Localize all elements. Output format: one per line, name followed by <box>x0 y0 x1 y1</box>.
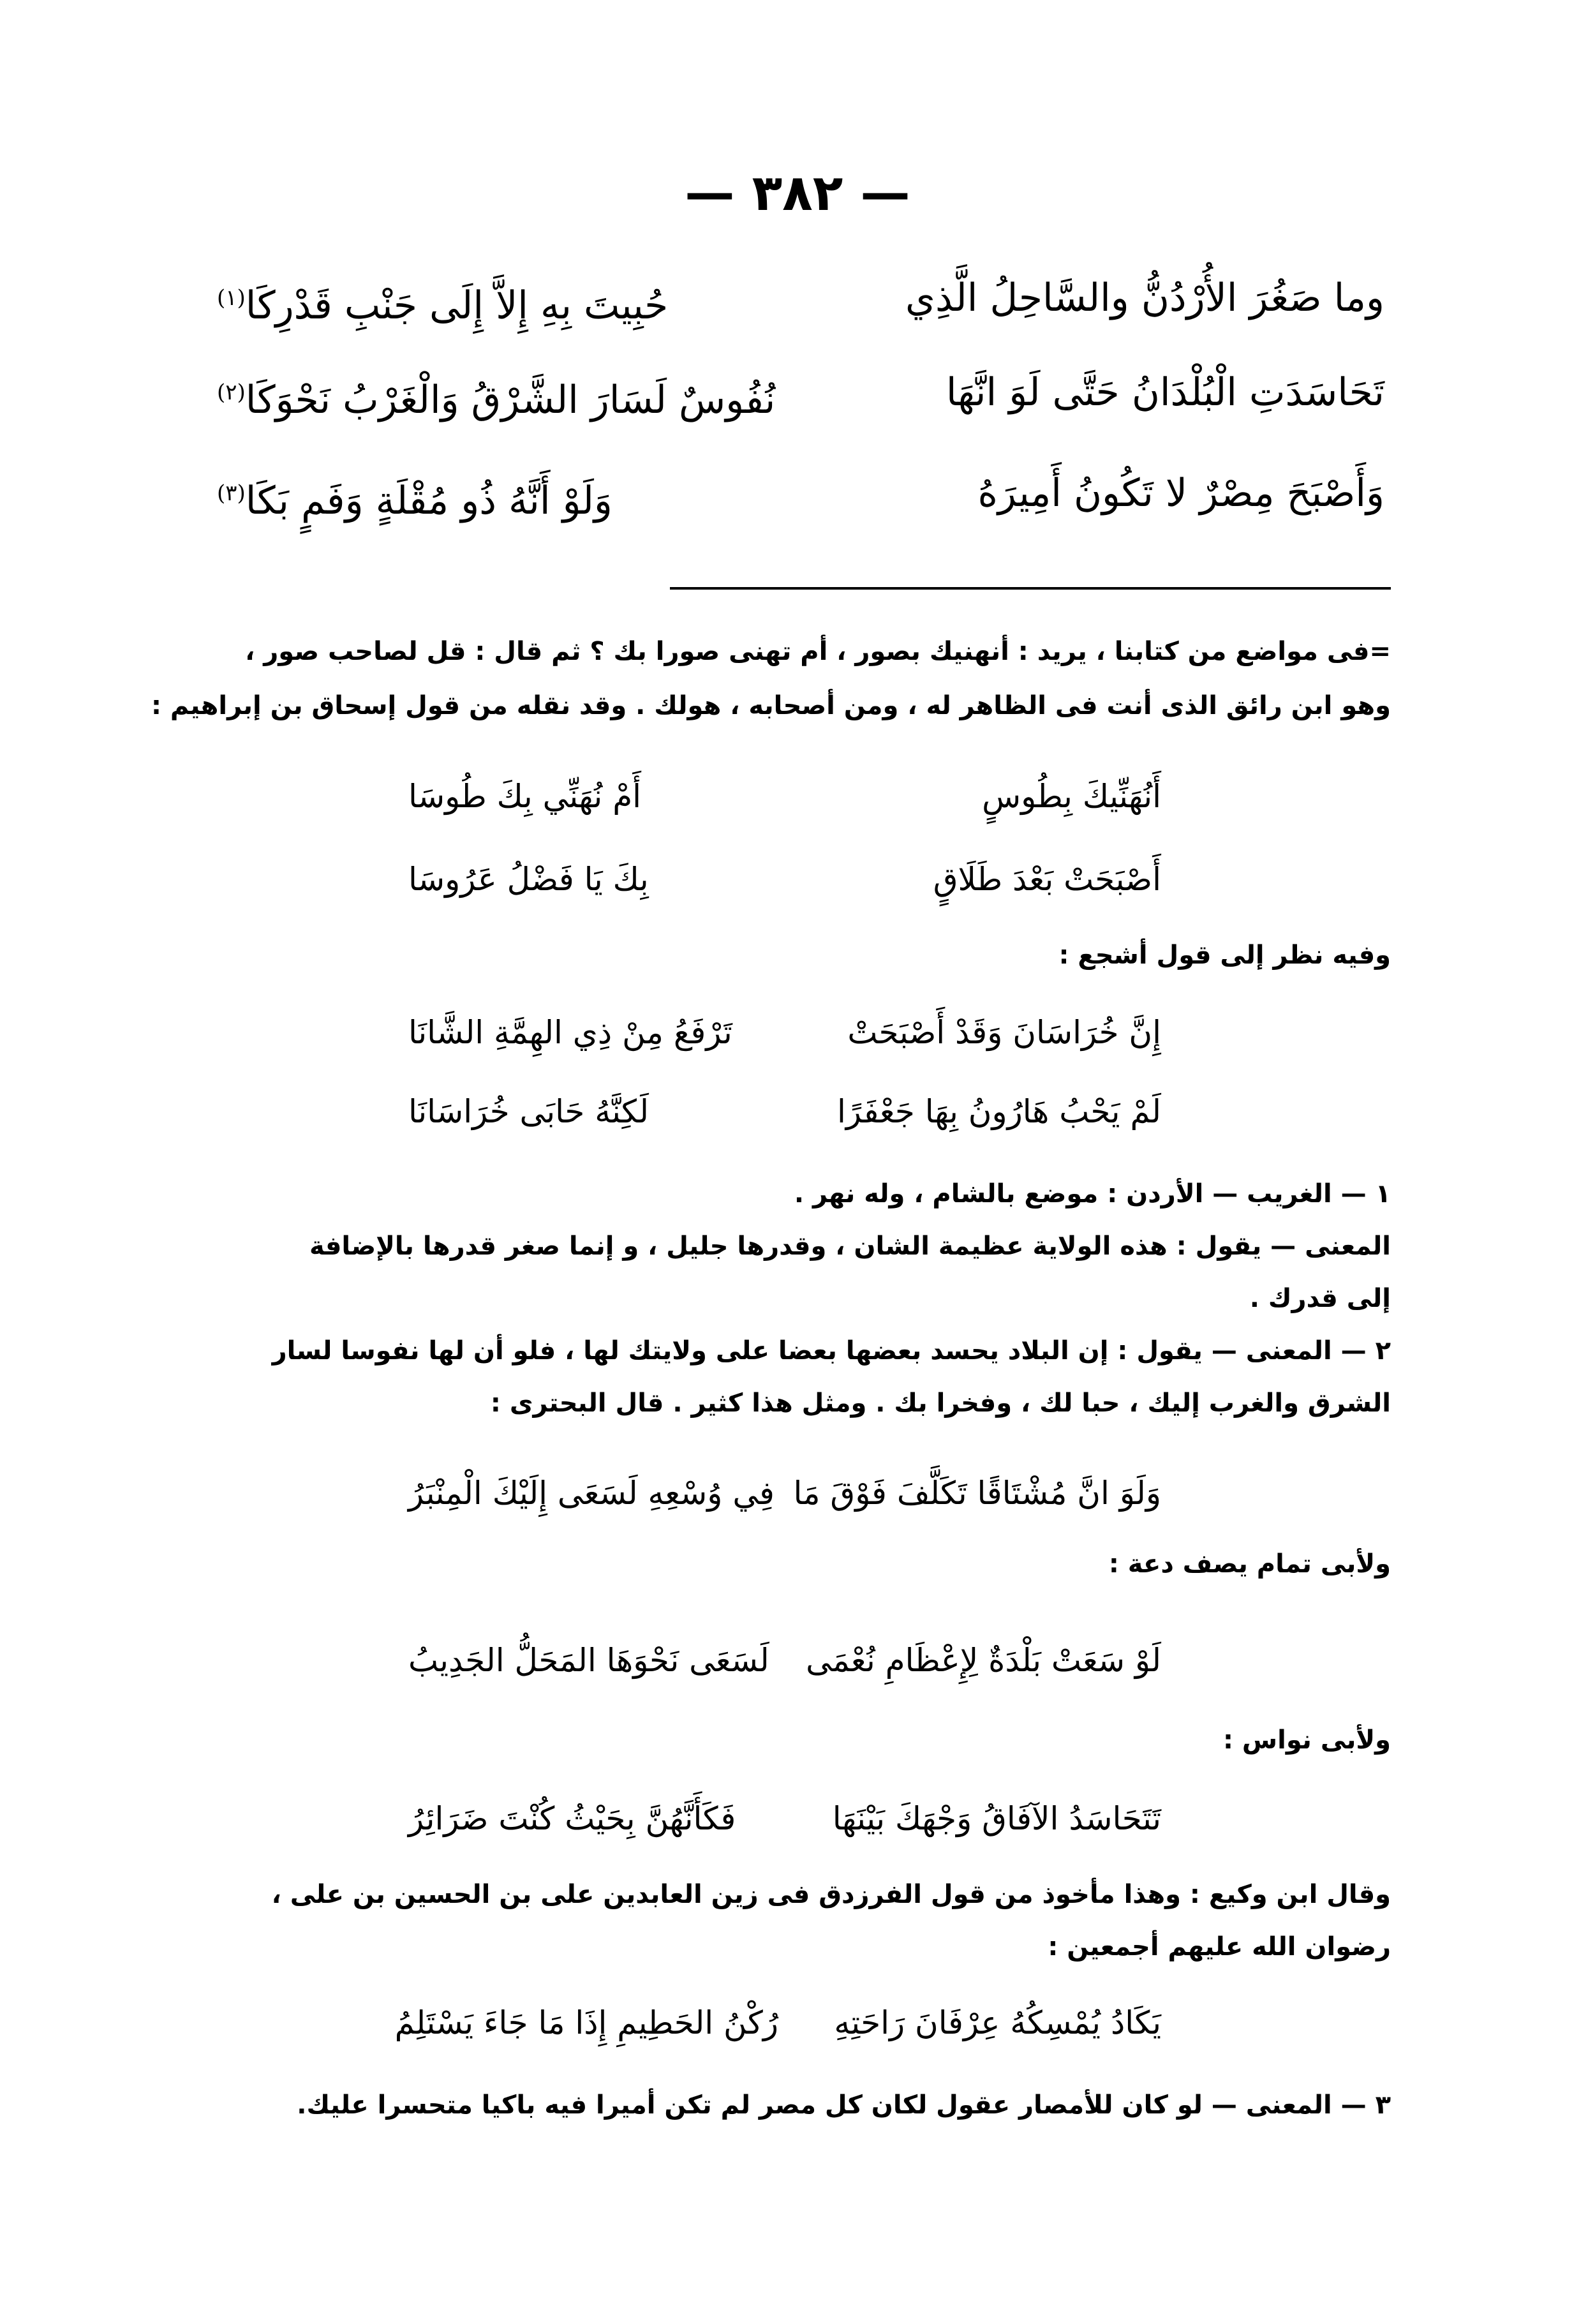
quoted-verse-8-first: يَكَادُ يُمْسِكُهُ عِرْفَانَ رَاحَتِهِ <box>834 2004 1161 2041</box>
verse-1 <box>217 263 1384 333</box>
verse-1-second-hemistich <box>217 263 791 333</box>
intro-ashja: وفيه نظر إلى قول أشجع : <box>1058 941 1391 970</box>
verse-2-second-hemistich <box>217 357 791 428</box>
quoted-verse-1-first: أَنُهَنِّيكَ بِطُوسٍ <box>982 778 1161 815</box>
footnote-marker-3: (٣) <box>217 480 246 506</box>
quoted-verse-6-second: لَسَعَى نَحْوَهَا المَحَلُّ الجَدِيبُ <box>408 1642 769 1679</box>
quoted-verse-6 <box>408 1628 1161 1692</box>
verse-1-second-text: حُبِيتَ بِهِ إِلاَّ إِلَى جَنْبِ قَدْرِكَا <box>245 283 669 328</box>
quoted-verse-5 <box>408 1461 1161 1525</box>
footnote-1-meaning-line-2: إلى قدرك . <box>1249 1284 1391 1313</box>
quoted-verse-7-first: تَتَحَاسَدُ الآفَاقُ وَجْهَكَ بَيْنَهَا <box>832 1800 1161 1837</box>
intro-abu-tammam: ولأبى تمام يصف دعة : <box>1108 1549 1391 1579</box>
quoted-verse-4-first: لَمْ يَحْبُ هَارُونُ بِهَا جَعْفَرًا <box>837 1093 1161 1130</box>
quoted-verse-2-first: أَصْبَحَتْ بَعْدَ طَلَاقٍ <box>933 861 1161 898</box>
footnote-1-gharib: ١ — الغريب — الأردن : موضع بالشام ، وله نهر . <box>794 1179 1391 1209</box>
quoted-verse-8-second: رُكْنُ الحَطِيمِ إِذَا مَا جَاءَ يَسْتَلِمُ <box>394 2004 778 2041</box>
quoted-verse-4 <box>408 1080 1161 1143</box>
quoted-verse-2 <box>408 847 1161 911</box>
intro-abu-nuwas: ولأبى نواس : <box>1223 1725 1391 1755</box>
quoted-verse-4-second: لَكِنَّهُ حَابَى خُرَاسَانَا <box>408 1093 649 1130</box>
quoted-verse-5-first: وَلَوَ انَّ مُشْتَاقًا تَكَلَّفَ فَوْقَ مَا <box>793 1475 1161 1512</box>
ibn-waki-line-1: وقال ابن وكيع : وهذا مأخوذ من قول الفرزدق فى زين العابدين على بن الحسين بن على ، <box>271 1880 1391 1909</box>
quoted-verse-8 <box>394 1991 1161 2055</box>
verse-1-first-hemistich: وما صَغُرَ الأُرْدُنُّ والسَّاحِلُ الَّذِي <box>905 276 1384 320</box>
quoted-verse-1-second: أَمْ نُهَنِّي بِكَ طُوسَا <box>408 778 642 815</box>
verse-3-second-text: وَلَوْ أَنَّهُ ذُو مُقْلَةٍ وَفَمٍ بَكَا <box>245 479 612 523</box>
footnote-divider <box>670 587 1391 590</box>
footnote-2-line-1: ٢ — المعنى — يقول : إن البلاد يحسد بعضها بعضا على ولايتك لها ، فلو أن لها نفوسا لسار <box>272 1336 1391 1366</box>
note-continued-line-2: وهو ابن رائق الذى أنت فى الظاهر له ، ومن أصحابه ، هولك . وقد نقله من قول إسحاق بن إبراهيم : <box>151 691 1391 720</box>
verse-2 <box>217 357 1384 428</box>
verse-3-first-hemistich: وَأَصْبَحَ مِصْرٌ لا تَكُونُ أَمِيرَهُ <box>977 471 1384 516</box>
quoted-verse-5-second: فِي وُسْعِهِ لَسَعَى إِلَيْكَ الْمِنْبَرُ <box>408 1475 775 1512</box>
quoted-verse-3 <box>408 1001 1161 1064</box>
footnote-marker-2: (٢) <box>217 380 246 405</box>
quoted-verse-2-second: بِكَ يَا فَضْلُ عَرُوسَا <box>408 861 649 898</box>
footnote-2-line-2: الشرق والغرب إليك ، حبا لك ، وفخرا بك . ومثل هذا كثير . قال البحترى : <box>490 1389 1391 1418</box>
quoted-verse-3-second: تَرْفَعُ مِنْ ذِي الهِمَّةِ الشَّانَا <box>408 1014 732 1051</box>
verse-3 <box>217 458 1384 528</box>
quoted-verse-1 <box>408 764 1161 828</box>
verse-2-second-text: نُفُوسٌ لَسَارَ الشَّرْقُ وَالْغَرْبُ نَحْوَكَا <box>245 378 776 422</box>
verse-2-first-hemistich: تَحَاسَدَتِ الْبُلْدَانُ حَتَّى لَوَ انَّهَا <box>946 370 1384 415</box>
footnote-1-meaning-line-1: المعنى — يقول : هذه الولاية عظيمة الشان ، وقدرها جليل ، و إنما صغر قدرها بالإضافة <box>309 1232 1391 1261</box>
quoted-verse-7 <box>408 1787 1161 1851</box>
ibn-waki-line-2: رضوان الله عليهم أجمعين : <box>1048 1932 1391 1962</box>
quoted-verse-7-second: فَكَأَنَّهُنَّ بِحَيْثُ كُنْتَ ضَرَائِرُ <box>408 1800 736 1837</box>
verse-3-second-hemistich <box>217 458 791 528</box>
quoted-verse-6-first: لَوْ سَعَتْ بَلْدَةٌ لِإِعْظَامِ نُعْمَى <box>806 1642 1161 1679</box>
page-number: — ٣٨٢ — <box>685 165 910 222</box>
quoted-verse-3-first: إِنَّ خُرَاسَانَ وَقَدْ أَصْبَحَتْ <box>847 1014 1161 1051</box>
footnote-3: ٣ — المعنى — لو كان للأمصار عقول لكان كل مصر لم تكن أميرا فيه باكيا متحسرا عليك. <box>297 2090 1391 2120</box>
footnote-marker-1: (١) <box>217 285 246 311</box>
note-continued-line-1: =فى مواضع من كتابنا ، يريد : أنهنيك بصور ، أم تهنى صورا بك ؟ ثم قال : قل لصاحب صور ، <box>245 637 1391 666</box>
